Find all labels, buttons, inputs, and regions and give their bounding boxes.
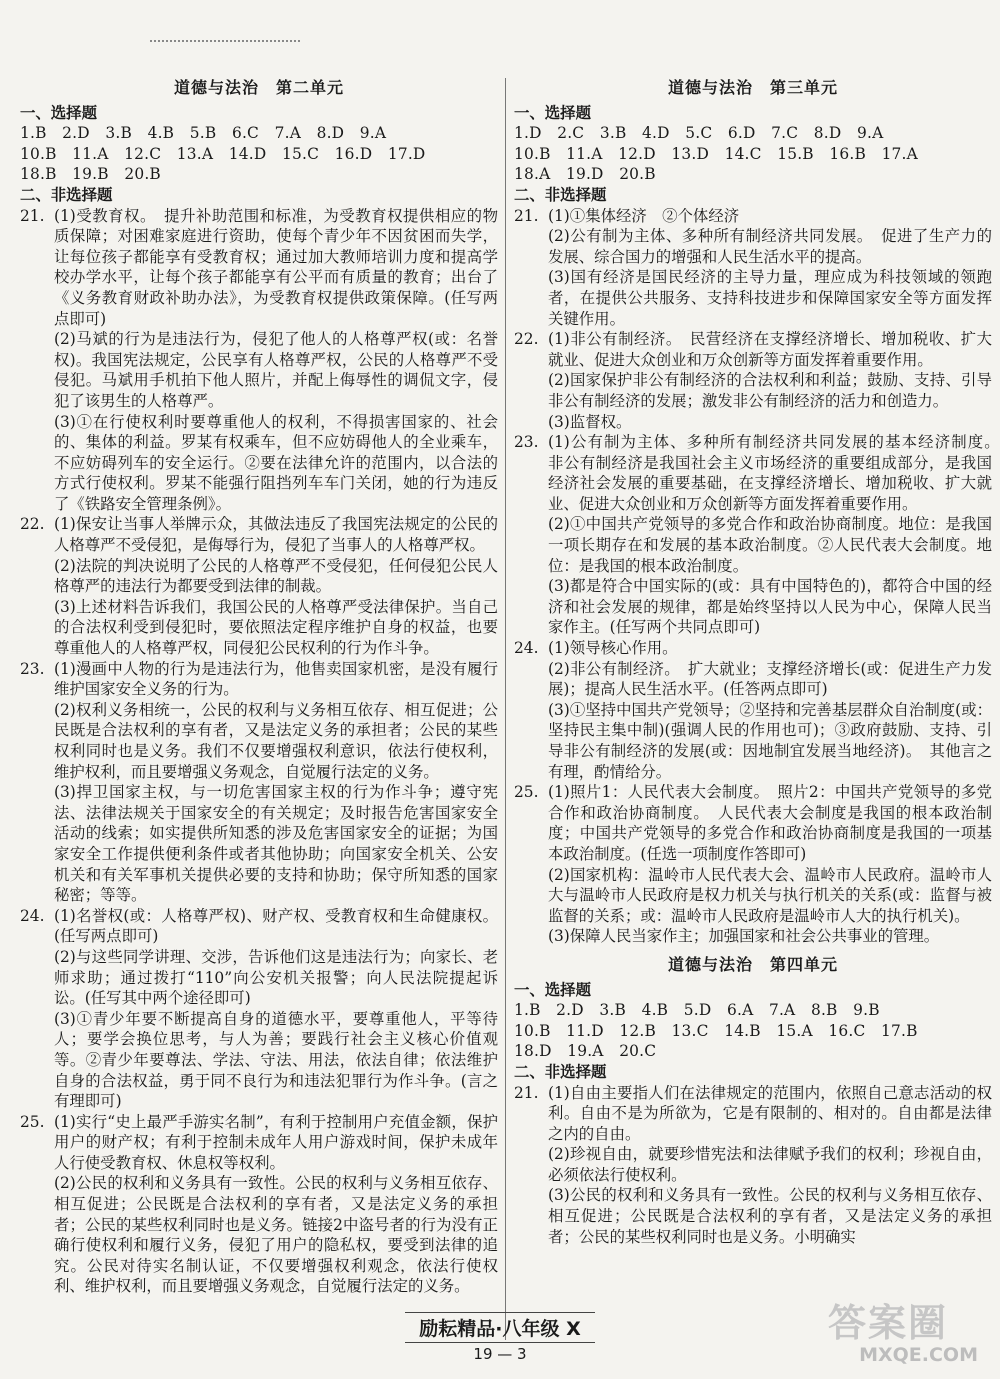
unit3-nonchoice-heading: 二、非选择题 <box>514 185 607 204</box>
question-part: (2)国家机构：温岭市人民代表大会、温岭市人民政府。温岭市人大与温岭市人民政府是权力机关与执行机关的关系(或：监督与被监督的关系；或：温岭市人民政府是温岭市人大的执行机关)。 <box>548 865 992 925</box>
question-part: (2)法院的判决说明了公民的人格尊严不受侵犯，任何侵犯公民人格尊严的违法行为都要受到法律的制裁。 <box>54 556 498 596</box>
question-part: (2)公民的权利和义务具有一致性。公民的权利与义务相互依存、相互促进；公民既是合法权利的享有者，又是法定义务的承担者；公民的某些权利同时也是义务。链接2中盗号者的行为没有正确行使权利和履行义务，侵犯了用户的隐私权，要受到法律的追究。公民对待实名制认证，不仅要增强权利观念，依法行使权利、维护权利，而且要增强义务观念，自觉履行法定的义务。 <box>54 1174 498 1296</box>
question-number: 22. <box>514 330 539 349</box>
unit4-choice-row: 18.D 19.A 20.C <box>514 1042 657 1061</box>
watermark-logo <box>828 1302 978 1372</box>
question-number: 24. <box>514 639 539 658</box>
unit3-choice-row: 10.B 11.A 12.D 13.D 14.C 15.B 16.B 17.A <box>514 144 918 163</box>
unit4-choice-heading: 一、选择题 <box>514 980 591 999</box>
question-part: (3)上述材料告诉我们，我国公民的人格尊严受法律保护。当自己的合法权利受到侵犯时，要依照法定程序维护自身的权益，也要尊重他人的人格尊严权，同侵犯公民权利的行为作斗争。 <box>54 597 498 658</box>
question-part: (2)马斌的行为是违法行为，侵犯了他人的人格尊严权(或：名誉权)。我国宪法规定，公民享有人格尊严权，公民的人格尊严不受侵犯。马斌用手机拍下他人照片，并配上侮辱性的调侃文字，侵犯了该男生的人格尊严。 <box>54 330 498 410</box>
question-number: 25. <box>514 783 539 802</box>
question-answer: (1)领导核心作用。 <box>548 639 678 658</box>
question-answer: (1)名誉权(或：人格尊严权)、财产权、受教育权和生命健康权。(任写两点即可) <box>54 906 498 946</box>
unit2-question-22 <box>20 514 498 555</box>
question-answer: (1)保安让当事人举牌示众，其做法违反了我国宪法规定的公民的人格尊严不受侵犯，是侮辱行为，侵犯了当事人的人格尊严权。 <box>54 515 498 555</box>
unit4-nonchoice-heading: 二、非选择题 <box>514 1062 607 1081</box>
unit4-title: 道德与法治 第四单元 <box>667 954 838 974</box>
unit4-choice-row: 1.B 2.D 3.B 4.B 5.D 6.A 7.A 8.B 9.B <box>514 1001 880 1020</box>
question-part: (2)国家保护非公有制经济的合法权利和利益；鼓励、支持、引导非公有制经济的发展；激发非公有制经济的活力和创造力。 <box>548 371 992 410</box>
unit4-choice-row: 10.B 11.D 12.B 13.C 14.B 15.A 16.C 17.B <box>514 1021 918 1040</box>
question-part: (2)非公有制经济。 扩大就业；支撑经济增长(或：促进生产力发展)；提高人民生活水平。(任答两点即可) <box>548 659 992 699</box>
unit3-question-21 <box>514 206 992 227</box>
question-number: 25. <box>20 1112 45 1131</box>
unit4-question-21 <box>514 1083 992 1145</box>
unit3-question-24 <box>514 638 992 659</box>
question-answer: (1)漫画中人物的行为是违法行为，他售卖国家机密，是没有履行维护国家安全义务的行为。 <box>54 659 498 699</box>
unit3-question-25 <box>514 782 992 864</box>
question-part: (3)公民的权利和义务具有一致性。公民的权利与义务相互依存、相互促进；公民既是合法权利的享有者，又是法定义务的承担者；公民的某些权利同时也是义务。小明确实 <box>548 1186 992 1246</box>
question-answer: (1)公有制为主体、多种所有制经济共同发展的基本经济制度。 非公有制经济是我国社会主义市场经济的重要组成部分，是我国经济社会发展的重要基础，在支撑经济增长、增加税收、扩大就业、促进大众创业和万众创新等方面发挥着重要作用。 <box>548 433 992 513</box>
question-number: 24. <box>20 906 45 925</box>
unit2-choice-row: 10.B 11.A 12.C 13.A 14.D 15.C 16.D 17.D <box>20 144 426 163</box>
question-answer: (1)受教育权。 提升补助范围和标准，为受教育权提供相应的物质保障；对困难家庭进行资助，使每个青少年不因贫困而失学，让每位孩子都能享有受教育权；通过加大教师培训力度和提高学校办学水平，让每个孩子都能享有公平而有质量的教育；出台了《义务教育财政补助办法》，为受教育权提供政策保障。(任写两点即可) <box>54 206 498 328</box>
right-column <box>514 70 992 1340</box>
question-part: (3)国有经济是国民经济的主导力量，理应成为科技领域的领跑者，在提供公共服务、支持科技进步和保障国家安全等方面发挥关键作用。 <box>548 268 992 328</box>
brand-logo: 励耘精品·八年级 X <box>405 1312 594 1343</box>
question-part: (2)珍视自由，就要珍惜宪法和法律赋予我们的权利；珍视自由，必须依法行使权利。 <box>548 1145 992 1184</box>
unit3-question-23 <box>514 432 992 514</box>
question-number: 22. <box>20 515 45 534</box>
unit2-question-24 <box>20 906 498 947</box>
unit2-question-25 <box>20 1112 498 1174</box>
watermark-text: 答案圈 <box>828 1301 949 1345</box>
question-part: (3)捍卫国家主权，与一切危害国家主权的行为作斗争；遵守宪法、法律法规关于国家安全的有关规定；及时报告危害国家安全活动的线索；如实提供所知悉的涉及危害国家安全的证据；为国家安全工作提供便利条件或者其他协助；向国家安全机关、公安机关和有关军事机关提供必要的支持和协助；保守所知悉的国家秘密；等等。 <box>54 783 498 905</box>
question-part: (2)①中国共产党领导的多党合作和政治协商制度。地位：是我国一项长期存在和发展的基本政治制度。②人民代表大会制度。地位：是我国的根本政治制度。 <box>548 515 992 575</box>
question-part: (3)监督权。 <box>548 412 632 431</box>
unit2-choice-row: 18.B 19.B 20.B <box>20 165 161 184</box>
watermark-url: MXQE.COM <box>859 1344 978 1366</box>
unit2-question-21 <box>20 206 498 330</box>
top-decoration <box>150 40 300 46</box>
unit2-choice-row: 1.B 2.D 3.B 4.B 5.B 6.C 7.A 8.D 9.A <box>20 124 387 143</box>
unit3-choice-row: 18.A 19.D 20.B <box>514 165 656 184</box>
question-number: 21. <box>20 206 45 225</box>
question-part: (3)①在行使权利时要尊重他人的权利，不得损害国家的、社会的、集体的利益。罗某有权乘车，但不应妨碍他人的全业乘车，不应妨碍列车的安全运行。②要在法律允许的范围内，以合法的方式行使权利。罗某不能强行阻挡列车车门关闭，她的行为违反了《铁路安全管理条例》。 <box>54 412 498 513</box>
question-part: (2)与这些同学讲理、交涉，告诉他们这是违法行为；向家长、老师求助；通过拨打“110”向公安机关报警；向人民法院提起诉讼。(任写其中两个途径即可) <box>54 947 498 1008</box>
column-divider <box>505 78 506 1340</box>
question-number: 21. <box>514 206 539 225</box>
unit3-question-22 <box>514 329 992 370</box>
question-number: 23. <box>514 433 539 452</box>
question-answer: (1)自由主要指人们在法律规定的范围内，依照自己意志活动的权利。自由不是为所欲为，它是有限制的、相对的。自由都是法律之内的自由。 <box>548 1083 992 1143</box>
question-part: (2)权利义务相统一，公民的权利与义务相互依存、相互促进；公民既是合法权利的享有者，又是法定义务的承担者；公民的某些权利同时也是义务。我们不仅要增强权利意识，依法行使权利，维护权利，而且要增强义务观念，自觉履行法定的义务。 <box>54 700 498 781</box>
question-number: 21. <box>514 1083 539 1102</box>
question-number: 23. <box>20 659 45 678</box>
question-part: (3)①青少年要不断提高自身的道德水平，要尊重他人，平等待人；要学会换位思考，与人为善；要践行社会主义核心价值观等。②青少年要尊法、学法、守法、用法，依法自律；依法维护自身的合法权益，勇于同不良行为和违法犯罪行为作斗争。(言之有理即可) <box>54 1009 498 1111</box>
unit3-title: 道德与法治 第三单元 <box>667 78 838 97</box>
left-column <box>20 70 498 1340</box>
page-number: 19 — 3 <box>473 1345 527 1363</box>
unit3-choice-row: 1.D 2.C 3.B 4.D 5.C 6.D 7.C 8.D 9.A <box>514 124 884 143</box>
unit3-choice-heading: 一、选择题 <box>514 103 591 122</box>
question-answer: (1)①集体经济 ②个体经济 <box>548 206 740 225</box>
unit2-question-23 <box>20 659 498 700</box>
unit2-choice-heading: 一、选择题 <box>20 103 97 122</box>
question-part: (3)①坚持中国共产党领导；②坚持和完善基层群众自治制度(或：坚持民主集中制)(强调人民的作用也可)；③政府鼓励、支持、引导非公有制经济的发展(或：因地制宜发展当地经济)。 其他言之有理，酌情给分。 <box>548 700 992 781</box>
question-answer: (1)非公有制经济。 民营经济在支撑经济增长、增加税收、扩大就业、促进大众创业和万众创新等方面发挥着重要作用。 <box>548 330 992 369</box>
unit2-title: 道德与法治 第二单元 <box>173 78 344 97</box>
question-part: (3)都是符合中国实际的(或：具有中国特色的)，都符合中国的经济和社会发展的规律，都是始终坚持以人民为中心，保障人民当家作主。(任写两个共同点即可) <box>548 577 992 637</box>
question-part: (2)公有制为主体、多种所有制经济共同发展。 促进了生产力的发展、综合国力的增强和人民生活水平的提高。 <box>548 227 992 266</box>
question-part: (3)保障人民当家作主；加强国家和社会公共事业的管理。 <box>548 927 940 946</box>
unit2-nonchoice-heading: 二、非选择题 <box>20 185 113 204</box>
question-answer: (1)实行“史上最严手游实名制”，有利于控制用户充值金额，保护用户的财产权；有利于控制未成年人用户游戏时间，保护未成年人行使受教育权、休息权等权利。 <box>54 1112 498 1172</box>
question-answer: (1)照片1：人民代表大会制度。 照片2：中国共产党领导的多党合作和政治协商制度。 人民代表大会制度是我国的根本政治制度；中国共产党领导的多党合作和政治协商制度是我国的一项基本政治制度。(任选一项制度作答即可) <box>548 783 992 863</box>
